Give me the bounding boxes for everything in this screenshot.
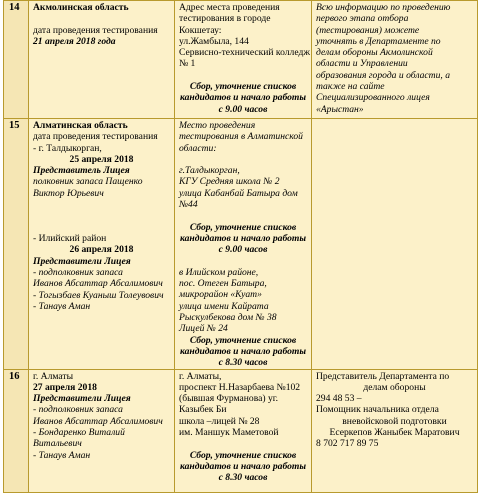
representative-name: - Бондаренко Виталий [33, 427, 125, 439]
place-line: микрорайон «Куат» [179, 289, 262, 301]
representative-name: Виктор Юрьевич [33, 187, 104, 199]
address-line: Адрес места проведения [179, 2, 280, 13]
gathering-line: Сбор, уточнение списков [189, 221, 297, 233]
place-line: области: [179, 142, 217, 154]
address-line: Кокшетау: [179, 24, 222, 36]
representative-name: - подполковник запаса [33, 266, 123, 278]
place-line: пос. Отеген Батыра, [179, 278, 267, 290]
gathering-line: Сбор, уточнение списков [189, 81, 297, 93]
test-date: 21 апреля 2018 года [33, 35, 116, 47]
contact-line: вневойсковой подготовки [342, 415, 447, 427]
info-line: также на сайте [316, 81, 385, 93]
representative-name: - подполковник запаса [33, 404, 123, 416]
address-line: № 1 [179, 58, 196, 70]
representative-name: полковник запаса Пащенко [33, 176, 143, 188]
region-name: Акмолинская область [33, 2, 129, 13]
info-line: «Арыстан» [316, 103, 364, 115]
address-line: г. Алматы, [179, 370, 222, 382]
representative-name: - Тогызбаев Куаныш Толеувович [33, 289, 164, 301]
address-line: школа –лицей № 28 [179, 415, 260, 427]
date-label: дата проведения тестирования [33, 131, 158, 143]
table-row-14 [4, 1, 478, 119]
representative-title: Представители Лицея [33, 255, 131, 267]
place-line: улица Кабанбай Батыра дом [179, 187, 298, 199]
representative-title: Представители Лицея [33, 393, 131, 405]
test-date: 27 апреля 2018 [33, 381, 97, 393]
test-date: 25 апреля 2018 [69, 153, 134, 165]
representative-name: - Танаув Аман [33, 300, 91, 312]
contact-phone: 294 48 53 – [316, 393, 362, 405]
address-line: ул.Жамбыла, 144 [179, 35, 249, 47]
info-line: первого этапа отбора [316, 13, 409, 25]
info-cell [312, 1, 478, 119]
representative-name: Витальевич [33, 438, 82, 450]
test-date: 26 апреля 2018 [69, 244, 134, 256]
address-line: (бывшая Фурманова) уг. [179, 393, 279, 405]
address-line: Сервисно-технический колледж [179, 47, 310, 59]
info-line: Всю информацию по проведению [316, 2, 451, 13]
info-line: области и Управлении [316, 58, 408, 70]
place-line: тестирования в Алматинской [179, 131, 303, 143]
region-cell [29, 369, 175, 492]
info-line: (тестирования) можете [316, 24, 420, 36]
gathering-line: Сбор, уточнение списков [189, 449, 297, 461]
gathering-line: кандидатов и начало работы [179, 460, 307, 472]
representative-name: Иванов Абсаттар Абсалимович [33, 278, 163, 290]
address-line: проспект Н.Назарбаева №102 [179, 381, 301, 393]
address-line: тестирования в городе [179, 13, 271, 25]
city-name: - г. Талдыкорган, [33, 142, 102, 154]
contact-cell [312, 369, 478, 492]
table-row-16 [4, 369, 478, 492]
gathering-line: с 8.30 часов [218, 357, 268, 369]
city-name: г. Алматы [33, 370, 74, 382]
gathering-line: кандидатов и начало работы [179, 232, 307, 244]
place-cell [175, 119, 312, 370]
place-line: КГУ Средняя школа № 2 [179, 176, 280, 188]
info-line: образования города и области, а [316, 69, 450, 81]
contact-line: делам обороны [363, 381, 426, 393]
place-line: №44 [179, 199, 198, 211]
row-number: 16 [4, 369, 29, 492]
address-line: Казыбек Би [179, 404, 227, 416]
region-cell [29, 119, 175, 370]
place-line: Место проведения [179, 120, 256, 131]
gathering-line: с 8.30 часов [218, 472, 268, 484]
place-line: Лицей № 24 [179, 323, 228, 335]
info-line: уточнять в Департаменте по [316, 35, 441, 47]
place-line: в Илийском районе, [179, 266, 259, 278]
gathering-line: с 9.00 часов [218, 244, 268, 256]
date-label: дата проведения тестирования [33, 24, 158, 36]
place-line: улица имени Кайрата [179, 300, 269, 312]
place-line: Рыскулбекова дом № 38 [179, 312, 277, 324]
gathering-line: с 9.00 часов [218, 103, 268, 115]
address-cell [175, 1, 312, 119]
address-line: им. Маншук Маметовой [179, 427, 279, 439]
info-cell-empty [312, 119, 478, 370]
gathering-line: кандидатов и начало работы [179, 92, 307, 104]
gathering-line: Сбор, уточнение списков [189, 334, 297, 346]
region-name: Алматинская область [33, 120, 128, 131]
representative-name: Иванов Абсаттар Абсалимович [33, 415, 163, 427]
info-line: Специализированного лицея [316, 92, 430, 104]
row-number: 15 [4, 119, 29, 370]
gathering-line: кандидатов и начало работы [179, 345, 307, 357]
testing-schedule-table [3, 0, 478, 493]
contact-name: Есеркепов Жаныбек Маратович [329, 427, 460, 439]
region-cell [29, 1, 175, 119]
table-row-15 [4, 119, 478, 370]
representative-title: Представитель Лицея [33, 165, 130, 177]
place-line: г.Талдыкорган, [179, 165, 240, 177]
address-cell [175, 369, 312, 492]
contact-phone: 8 702 717 89 75 [316, 438, 379, 450]
contact-line: Представитель Департамента по [316, 370, 450, 382]
representative-name: - Танаув Аман [33, 449, 91, 461]
district-name: - Илийский район [33, 233, 107, 245]
info-line: делам обороны Акмолинской [316, 47, 433, 59]
contact-line: Помощник начальника отдела [316, 404, 439, 416]
row-number: 14 [4, 1, 29, 119]
